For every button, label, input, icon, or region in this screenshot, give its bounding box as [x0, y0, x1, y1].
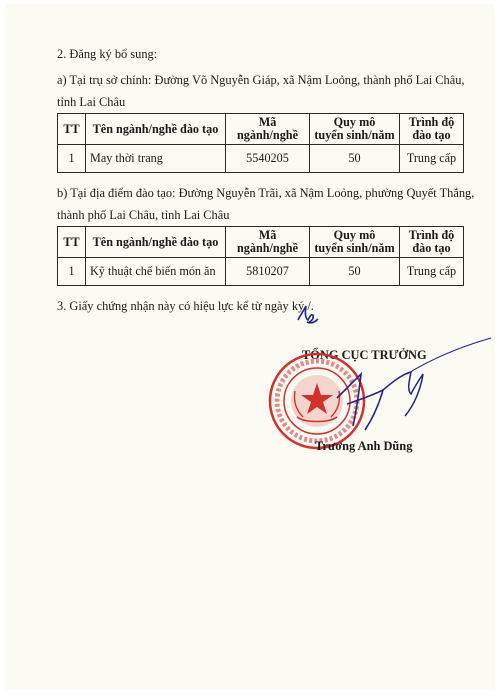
- col-header-name: Tên ngành/nghề đào tạo: [86, 114, 226, 145]
- cell-tt: 1: [58, 145, 86, 173]
- training-table-a: [57, 113, 464, 173]
- col-header-level: Trình độ đào tạo: [400, 114, 464, 145]
- cell-scale: 50: [310, 258, 400, 286]
- cell-level: Trung cấp: [400, 145, 464, 173]
- training-table-b: [57, 226, 464, 286]
- col-header-scale: Quy mô tuyển sinh/năm: [310, 227, 400, 258]
- location-a-line2: tỉnh Lai Châu: [57, 95, 126, 109]
- col-header-code: Mã ngành/nghề: [226, 227, 310, 258]
- cell-name: May thời trang: [86, 145, 226, 173]
- cell-level: Trung cấp: [400, 258, 464, 286]
- handwritten-signature: [323, 334, 495, 454]
- cell-code: 5810207: [226, 258, 310, 286]
- section-3-text: 3. Giấy chứng nhận này có hiệu lực kể từ ngày ký./.: [57, 299, 314, 313]
- col-header-level: Trình độ đào tạo: [400, 227, 464, 258]
- table-header-row: [58, 114, 464, 145]
- col-header-tt: TT: [58, 227, 86, 258]
- signer-name: Trương Anh Dũng: [315, 439, 413, 453]
- section-2-heading: 2. Đăng ký bổ sung:: [57, 47, 158, 61]
- table-row: [58, 145, 464, 173]
- location-b-line2: thành phố Lai Châu, tỉnh Lai Châu: [57, 208, 230, 222]
- cell-code: 5540205: [226, 145, 310, 173]
- cell-scale: 50: [310, 145, 400, 173]
- cell-tt: 1: [58, 258, 86, 286]
- col-header-tt: TT: [58, 114, 86, 145]
- location-a-line1: a) Tại trụ sở chính: Đường Võ Nguyễn Giáp, xã Nậm Loỏng, thành phố Lai Châu,: [57, 73, 465, 87]
- location-b-line1: b) Tại địa điểm đào tạo: Đường Nguyễn Trãi, xã Nậm Loỏng, phường Quyết Thắng,: [57, 186, 475, 200]
- cell-name: Kỹ thuật chế biến món ăn: [86, 258, 226, 286]
- col-header-code: Mã ngành/nghề: [226, 114, 310, 145]
- initials-mark: [295, 302, 321, 328]
- col-header-scale: Quy mô tuyển sinh/năm: [310, 114, 400, 145]
- document-page: [5, 4, 495, 690]
- signature-title: TỔNG CỤC TRƯỞNG: [302, 348, 427, 362]
- col-header-name: Tên ngành/nghề đào tạo: [86, 227, 226, 258]
- table-row: [58, 258, 464, 286]
- table-header-row: [58, 227, 464, 258]
